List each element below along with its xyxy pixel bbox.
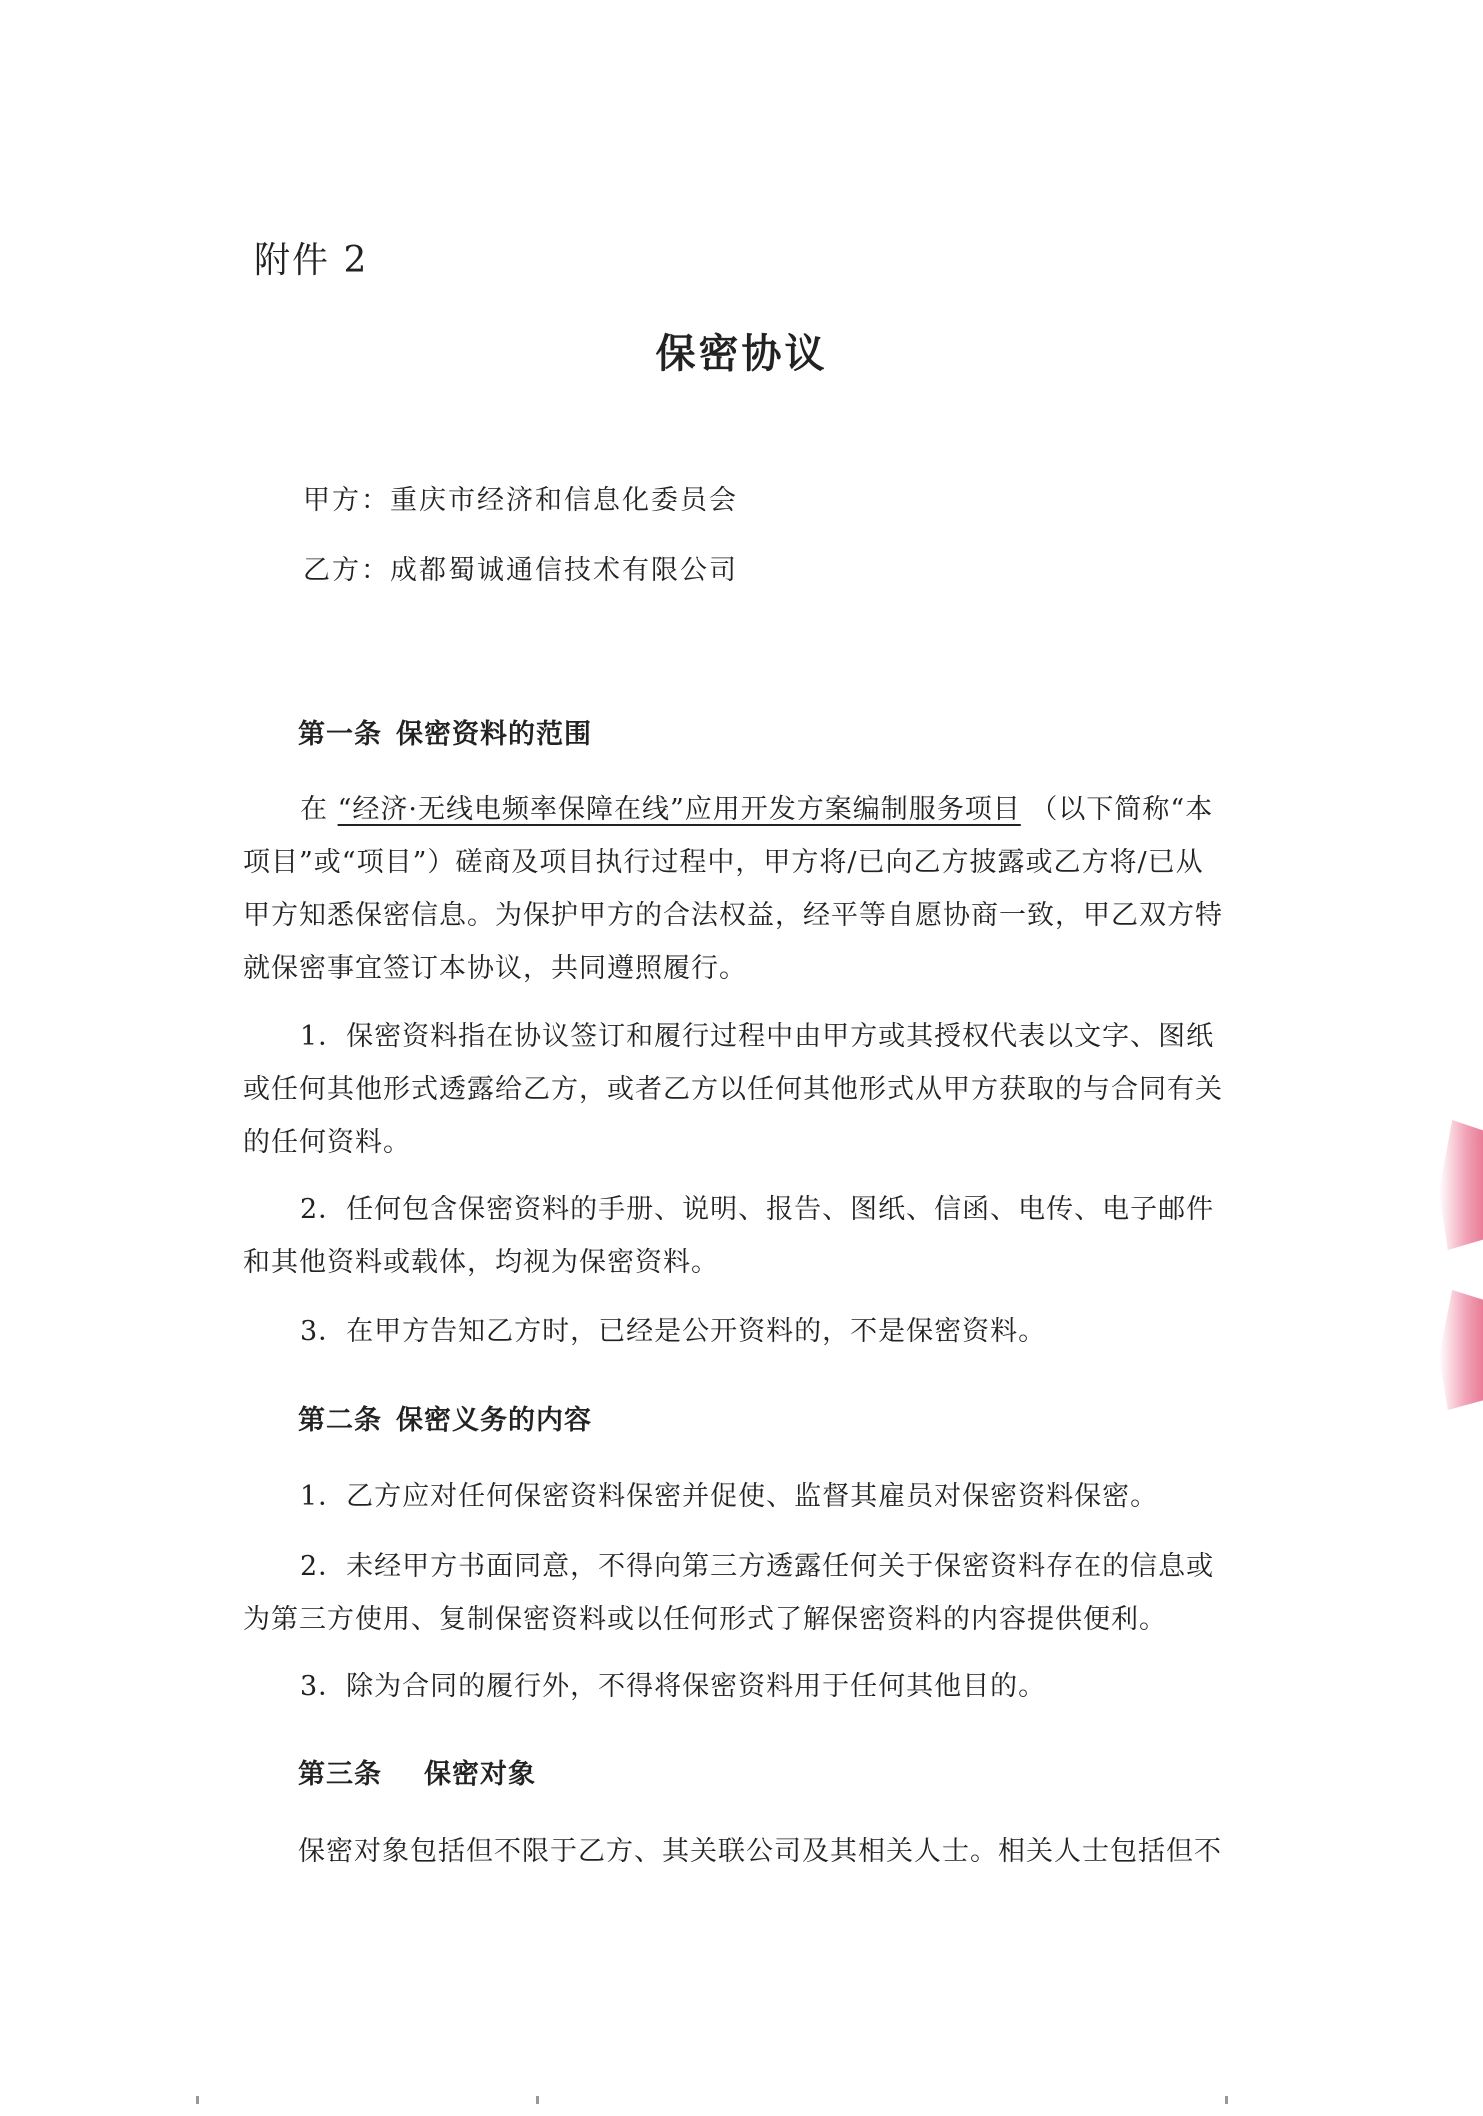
scan-mark: [1225, 2096, 1228, 2104]
article-3-heading: [298, 1752, 536, 1791]
article-2-title: 保密义务的内容: [396, 1405, 592, 1436]
document-title: 保密协议: [655, 330, 828, 377]
intro-post: （以下简称“本项目”或“项目”）磋商及项目执行过程中，甲方将/已向乙方披露或乙方将/已从甲方知悉保密信息。为保护甲方的合法权益，经平等自愿协商一致，甲乙双方特就保密事宜签订本协议，共同遵照履行。: [243, 794, 1223, 984]
article-2-number: 第二条: [298, 1405, 382, 1436]
article-3-title: 保密对象: [424, 1759, 536, 1790]
article-2-item-2: 2．未经甲方书面同意，不得向第三方透露任何关于保密资料存在的信息或为第三方使用、复制保密资料或以任何形式了解保密资料的内容提供便利。: [243, 1551, 1215, 1635]
party-b: 乙方：成都蜀诚通信技术有限公司: [303, 555, 738, 586]
article-1-heading: [298, 712, 592, 751]
party-a: 甲方：重庆市经济和信息化委员会: [303, 485, 738, 516]
seal-stamp-fragment-bottom: [1439, 1290, 1483, 1410]
article-1-intro: [243, 783, 1223, 995]
article-2-heading: [298, 1398, 592, 1437]
article-2-item-1: 1．乙方应对任何保密资料保密并促使、监督其雇员对保密资料保密。: [300, 1481, 1159, 1512]
article-1-item-3: 3．在甲方告知乙方时，已经是公开资料的，不是保密资料。: [300, 1316, 1047, 1347]
article-1-title: 保密资料的范围: [396, 719, 592, 750]
article-1-number: 第一条: [298, 719, 382, 750]
article-2-item-3: 3．除为合同的履行外，不得将保密资料用于任何其他目的。: [300, 1671, 1047, 1702]
article-3-text: 保密对象包括但不限于乙方、其关联公司及其相关人士。相关人士包括但不: [298, 1836, 1222, 1867]
scan-mark: [196, 2096, 199, 2104]
intro-pre: 在: [300, 794, 328, 825]
article-1-item-2: 2．任何包含保密资料的手册、说明、报告、图纸、信函、电传、电子邮件和其他资料或载体，均视为保密资料。: [243, 1194, 1215, 1278]
article-1-item-1: 1．保密资料指在协议签订和履行过程中由甲方或其授权代表以文字、图纸或任何其他形式透露给乙方，或者乙方以任何其他形式从甲方获取的与合同有关的任何资料。: [243, 1021, 1223, 1158]
project-name: “经济·无线电频率保障在线”应用开发方案编制服务项目: [337, 794, 1021, 825]
article-3-number: 第三条: [298, 1759, 382, 1790]
annex-label: 附件 2: [254, 240, 369, 281]
seal-stamp-fragment-top: [1439, 1120, 1483, 1250]
scan-mark: [536, 2096, 539, 2104]
